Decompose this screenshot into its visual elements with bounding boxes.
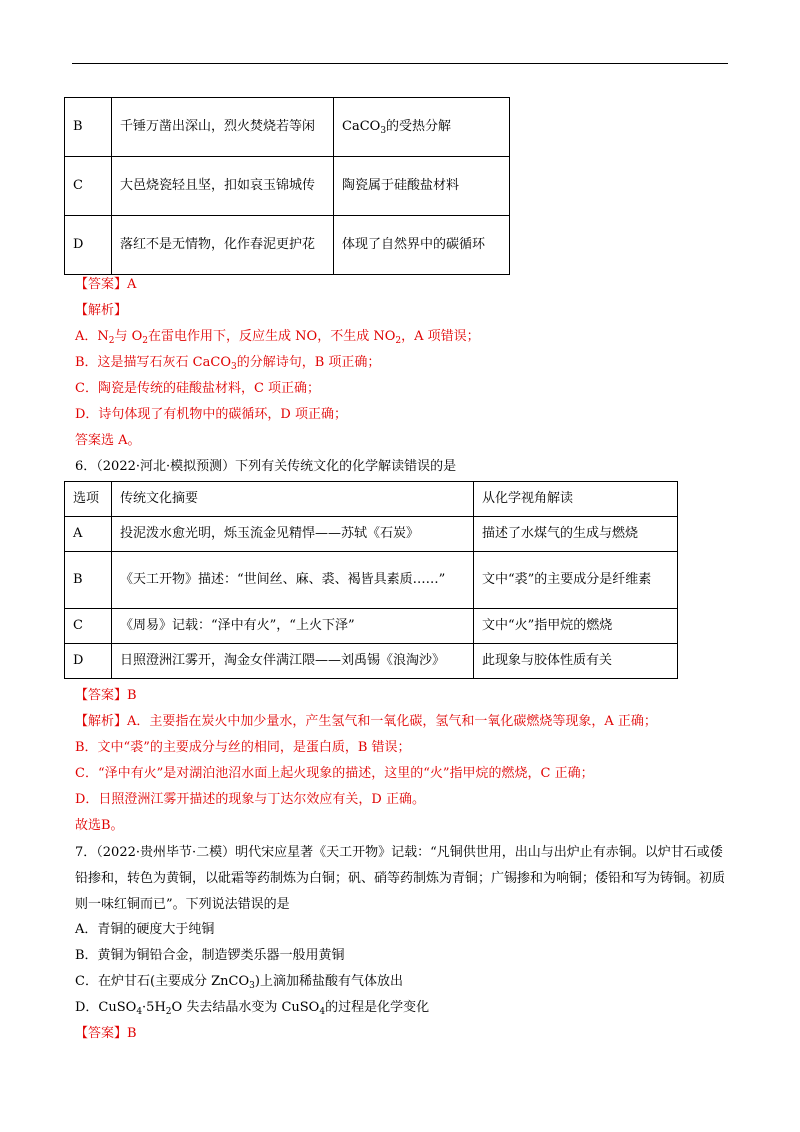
table-row	[65, 517, 678, 552]
table-header-row	[65, 482, 678, 517]
header-cell: 传统文化摘要	[112, 482, 474, 517]
interpretation-cell: 体现了自然界中的碳循环	[334, 216, 510, 275]
q7-answer: 【答案】B	[75, 1026, 137, 1041]
option-cell: D	[65, 644, 112, 679]
table-row	[65, 216, 510, 275]
table-row	[65, 98, 510, 157]
q7-option-d: D．$CuSO_4\cdot 5H_2O$ 失去结晶水变为 CuSO$_4$的过程是化学变化	[75, 1000, 430, 1017]
q7-option-c: C．在炉甘石(主要成分 ZnCO$_3$)上滴加稀盐酸有气体放出	[75, 974, 403, 991]
interpretation-cell: CaCO$_3$的受热分解	[334, 98, 510, 157]
q6-analysis-c: C．“泽中有火”是对湖泊池沼水面上起火现象的描述，这里的“火”指甲烷的燃烧，C 正确；	[75, 766, 594, 781]
interpretation-cell: 陶瓷属于硅酸盐材料	[334, 157, 510, 216]
q7-option-a: A．青铜的硬度大于纯铜	[75, 922, 215, 937]
q5-conclusion: 答案选 A。	[75, 433, 141, 448]
table-row	[65, 609, 678, 644]
q7-option-b: B．黄铜为铜铅合金，制造锣类乐器一般用黄铜	[75, 948, 345, 963]
interpretation-cell: 文中“裘”的主要成分是纤维素	[474, 552, 678, 609]
text-cell: 日照澄洲江雾开，淘金女伴满江隈——刘禹锡《浪淘沙》	[112, 644, 474, 679]
q6-answer: 【答案】B	[75, 688, 137, 703]
option-cell: D	[65, 216, 112, 275]
interpretation-cell: 描述了水煤气的生成与燃烧	[474, 517, 678, 552]
table-row	[65, 644, 678, 679]
option-cell: A	[65, 517, 112, 552]
q6-stem: 6．（2022·河北·模拟预测）下列有关传统文化的化学解读错误的是	[75, 459, 457, 474]
table-row	[65, 157, 510, 216]
interpretation-cell: 文中“火”指甲烷的燃烧	[474, 609, 678, 644]
table-q6	[64, 481, 678, 679]
option-cell: C	[65, 609, 112, 644]
header-rule	[72, 63, 728, 64]
option-cell: B	[65, 552, 112, 609]
text-cell: 落红不是无情物，化作春泥更护花	[112, 216, 334, 275]
text-cell: 投泥泼水愈光明，烁玉流金见精悍——苏轼《石炭》	[112, 517, 474, 552]
option-cell: B	[65, 98, 112, 157]
q6-analysis-a: 【解析】A．主要指在炭火中加少量水，产生氢气和一氧化碳，氢气和一氧化碳燃烧等现象，A 正确；	[75, 714, 657, 729]
q5-analysis-c: C．陶瓷是传统的硅酸盐材料，C 项正确；	[75, 381, 321, 396]
q6-conclusion: 故选B。	[75, 818, 124, 833]
table-q5-continuation	[64, 97, 510, 275]
q5-answer: 【答案】A	[75, 277, 137, 292]
interpretation-cell: 此现象与胶体性质有关	[474, 644, 678, 679]
header-cell: 从化学视角解读	[474, 482, 678, 517]
option-cell: C	[65, 157, 112, 216]
q5-analysis-d: D．诗句体现了有机物中的碳循环，D 项正确；	[75, 407, 347, 422]
text-cell: 大邑烧瓷轻且坚，扣如哀玉锦城传	[112, 157, 334, 216]
table-row	[65, 552, 678, 609]
q5-analysis-label: 【解析】	[75, 303, 128, 318]
q5-analysis-b: B．这是描写石灰石 CaCO$_3$的分解诗句，B 项正确；	[75, 355, 381, 372]
header-cell: 选项	[65, 482, 112, 517]
text-cell: 《周易》记载：“泽中有火”，“上火下泽”	[112, 609, 474, 644]
q6-analysis-d: D．日照澄洲江雾开描述的现象与丁达尔效应有关，D 正确。	[75, 792, 425, 807]
text-cell: 千锤万凿出深山，烈火焚烧若等闲	[112, 98, 334, 157]
q6-analysis-b: B．文中“裘”的主要成分与丝的相同，是蛋白质，B 错误；	[75, 740, 411, 755]
q5-analysis-a: A．$N_2$与 $O_2$在雷电作用下，反应生成 NO，不生成 $NO_2$，A 项错误；	[75, 329, 480, 346]
text-cell: 《天工开物》描述：“世间丝、麻、裘、褐皆具素质……”	[112, 552, 474, 609]
q7-stem: 7．（2022·贵州毕节·二模）明代宋应星著《天工开物》记载：“凡铜供世用，出山与出炉止有赤铜。以炉甘石或倭铅掺和，转色为黄铜，以砒霜等药制炼为白铜；矾、硝等药制炼为青铜；广锡掺和为响铜；倭铅和写为铸铜。初质则一味红铜而已”。下列说法错误的是	[75, 845, 726, 912]
